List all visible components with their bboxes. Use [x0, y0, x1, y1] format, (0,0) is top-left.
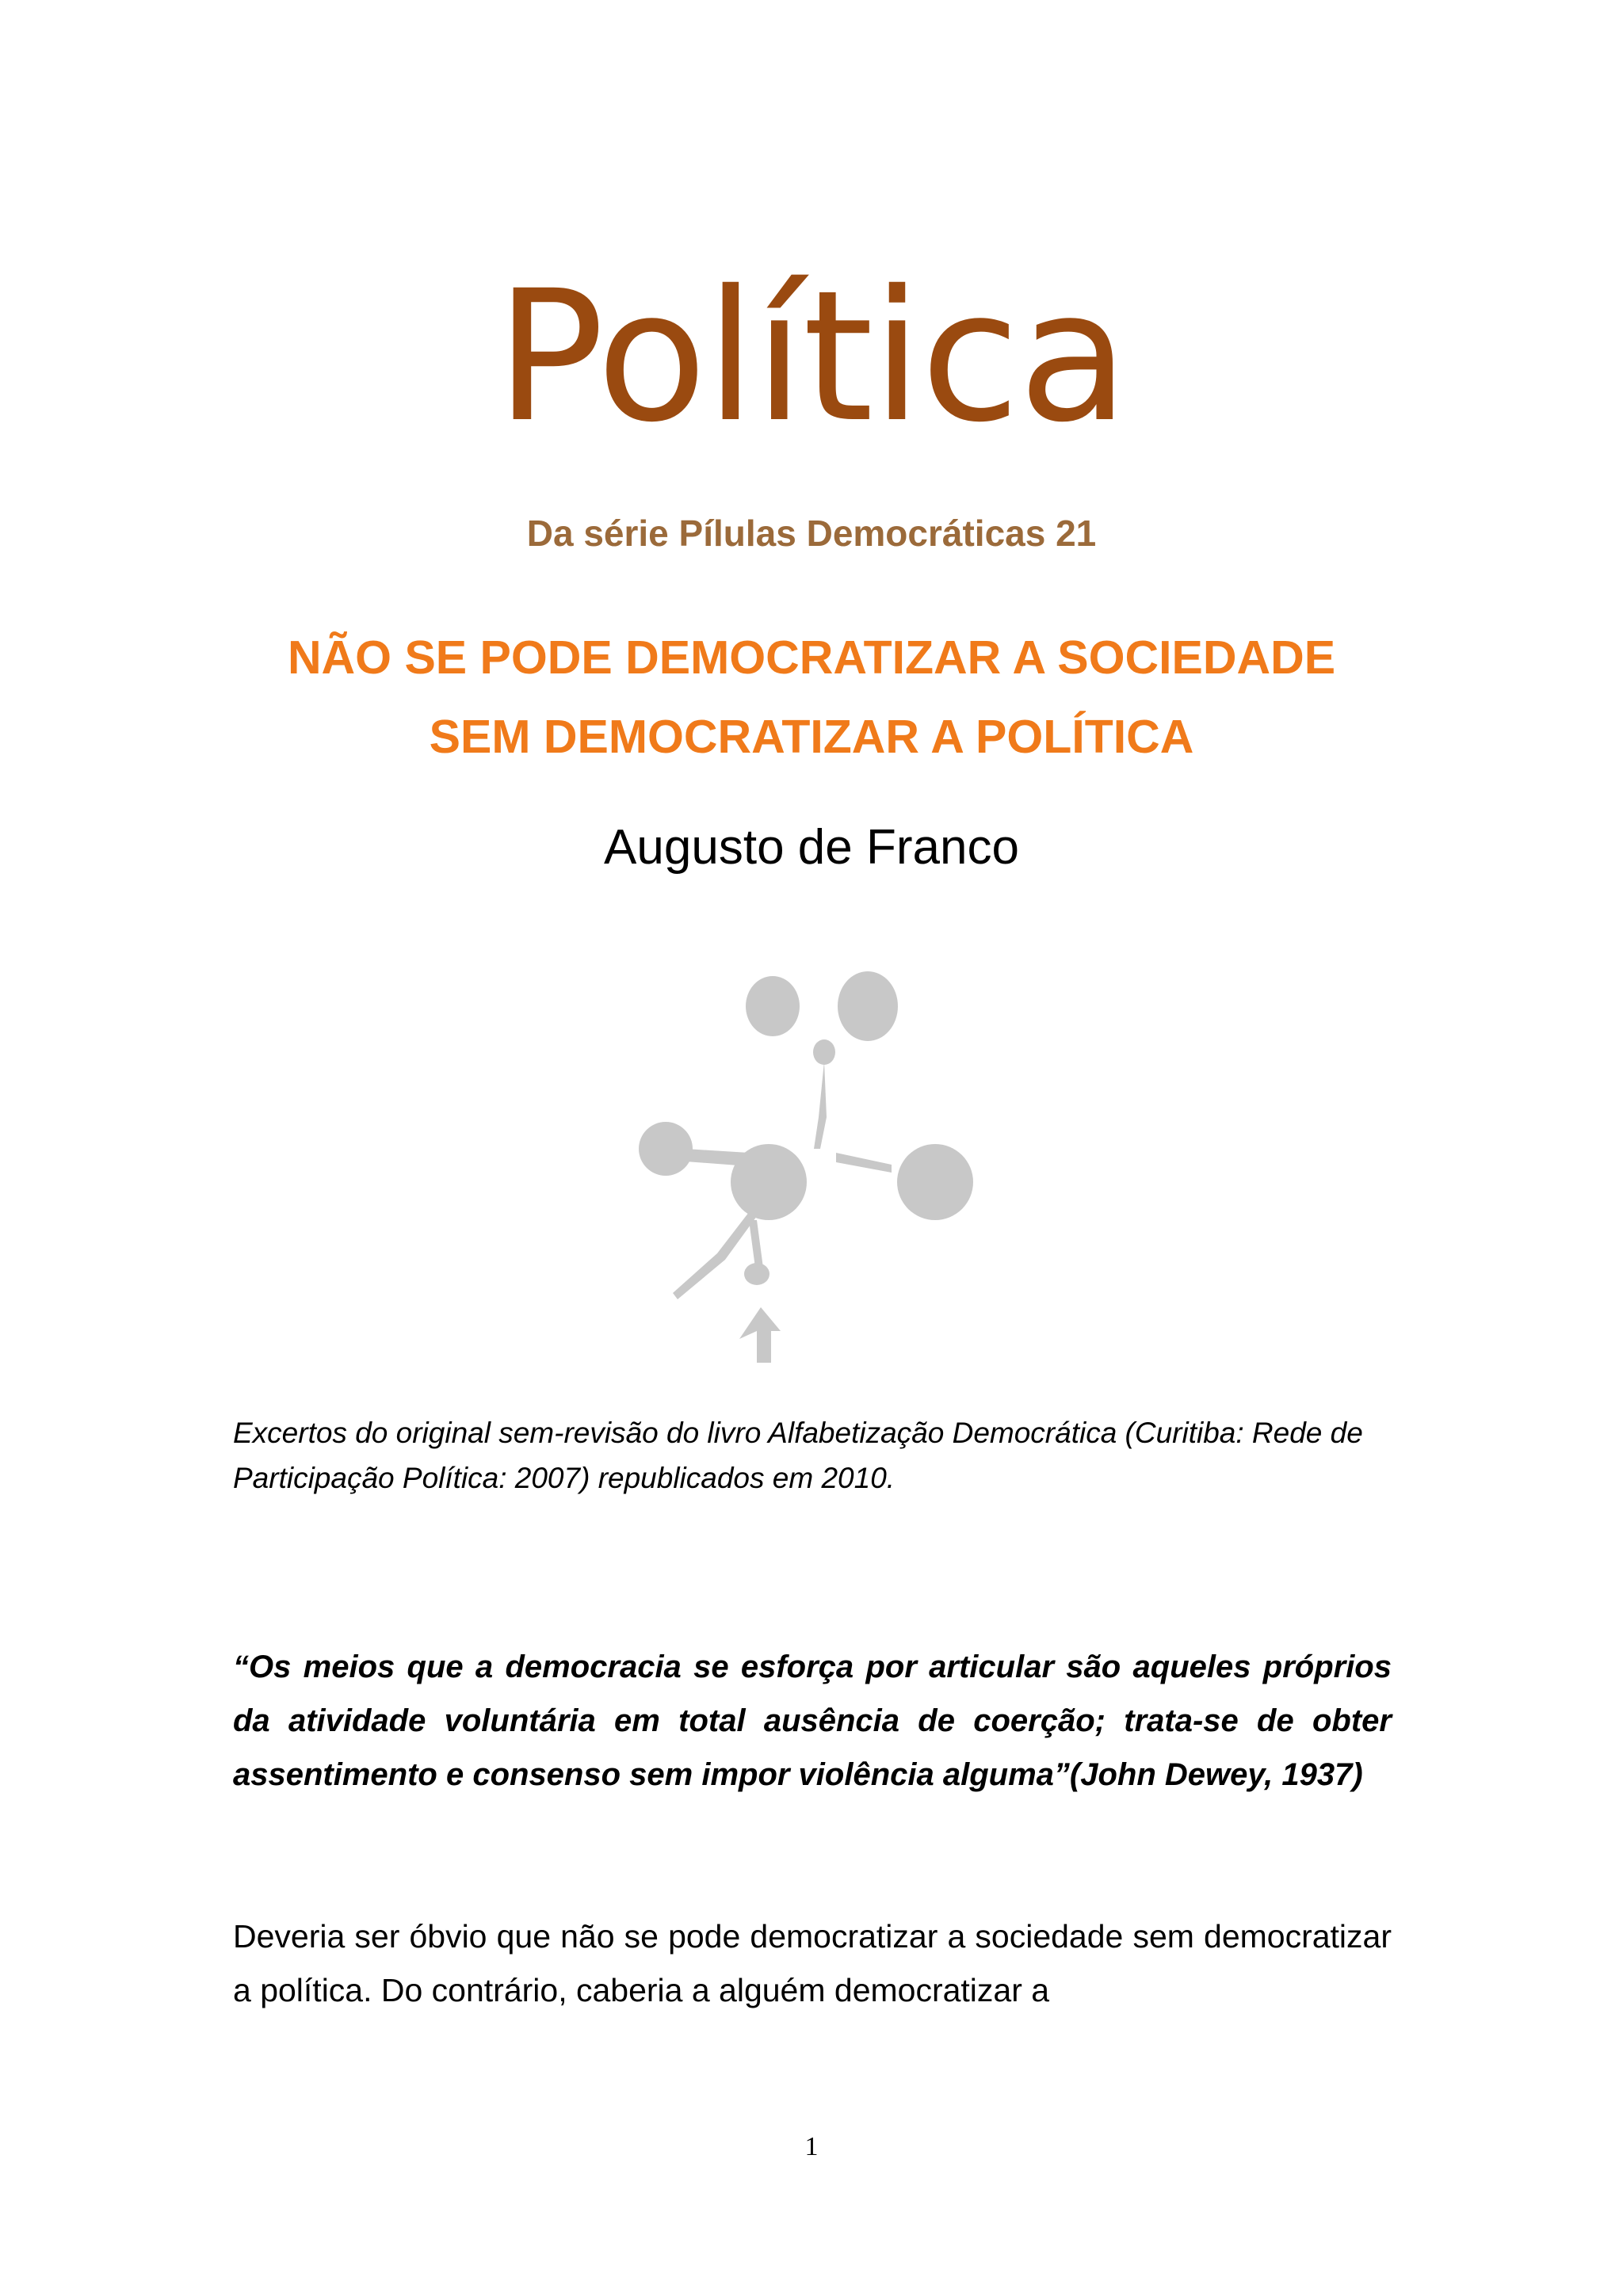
headline	[0, 618, 1623, 776]
headline-line-2: SEM DEMOCRATIZAR A POLÍTICA	[429, 711, 1194, 763]
body-paragraph: Deveria ser óbvio que não se pode democratizar a sociedade sem democratizar a política. Do contrário, caberia a alguém democratizar a	[233, 1918, 1392, 2008]
series-subtitle: Da série Pílulas Democráticas 21	[526, 513, 1097, 554]
excerpt-note: Excertos do original sem-revisão do livro Alfabetização Democrática (Curitiba: Rede de Participação Política: 2007) republicados em 2010.	[233, 1417, 1363, 1494]
headline-line-1: NÃO SE PODE DEMOCRATIZAR A SOCIEDADE	[287, 631, 1336, 684]
epigraph-quote: “Os meios que a democracia se esforça por articular são aqueles próprios da atividade voluntária em total ausência de coerção; trata-se de obter assentimento e consenso sem impor violência alguma”(John Dewey, 1937)	[233, 1650, 1392, 1792]
document-title: Política	[495, 251, 1128, 462]
network-nodes-logo-icon	[630, 959, 995, 1371]
author-name: Augusto de Franco	[604, 820, 1019, 875]
page-number: 1	[804, 2132, 819, 2161]
